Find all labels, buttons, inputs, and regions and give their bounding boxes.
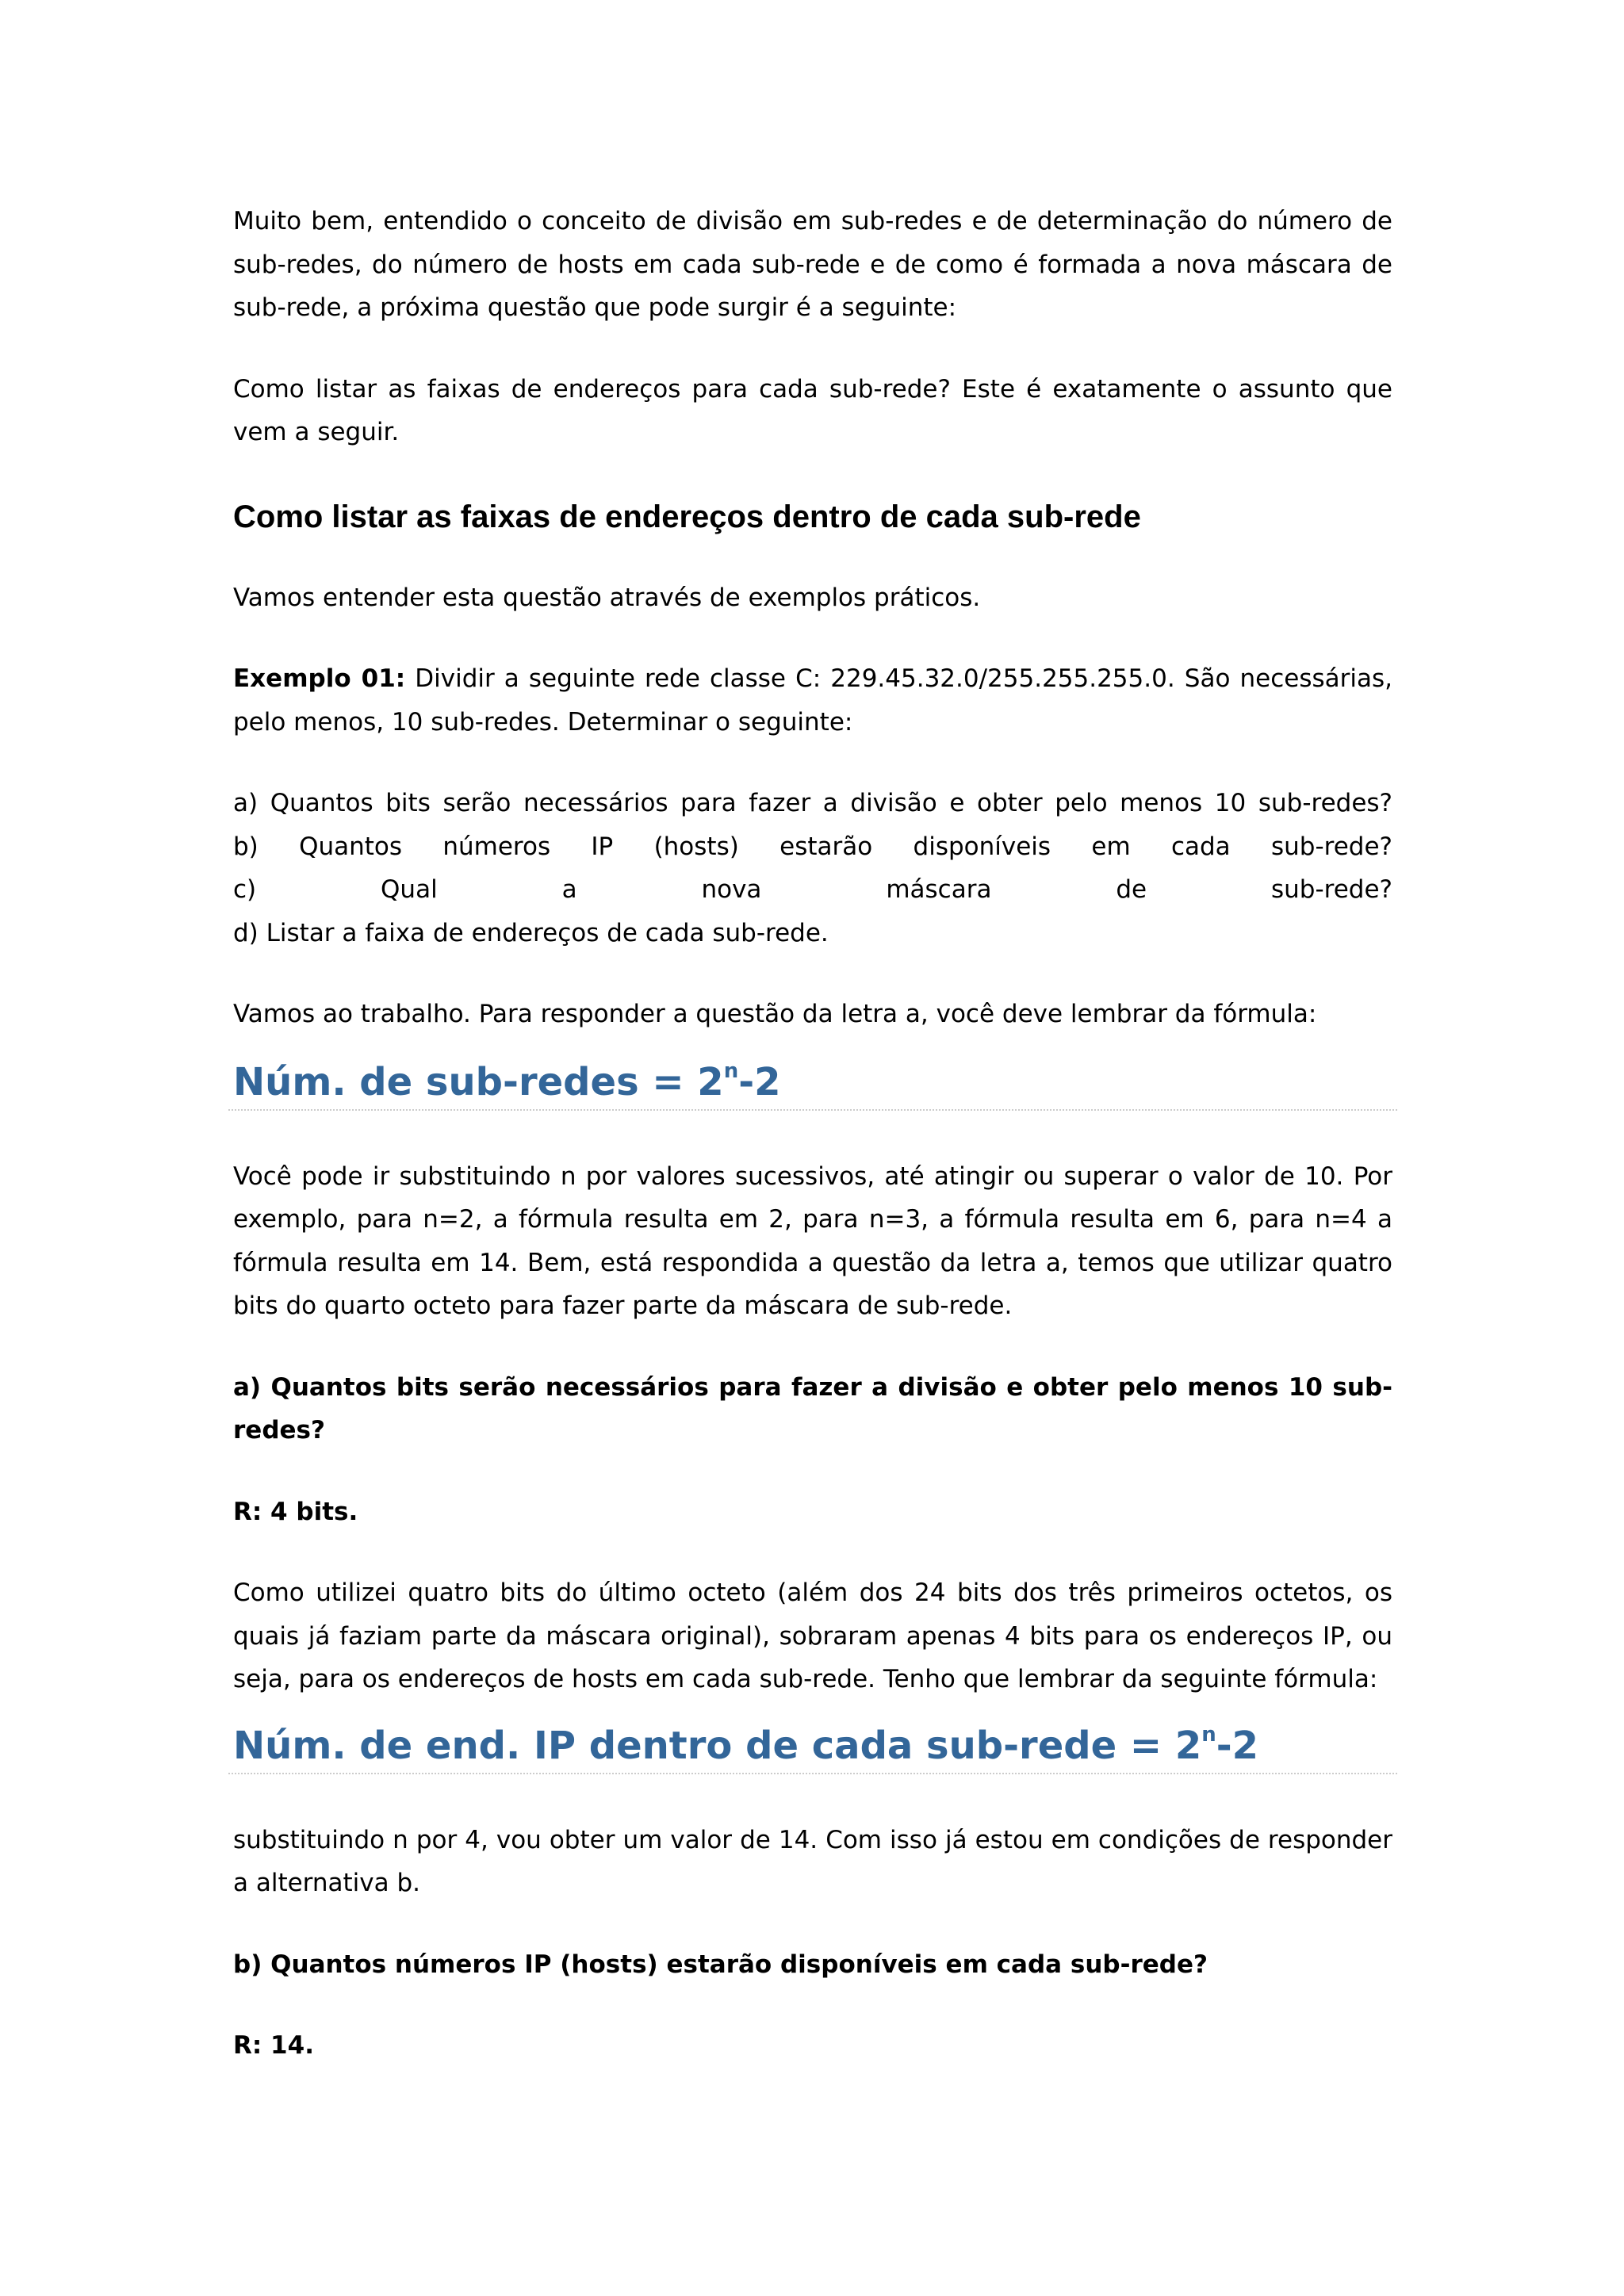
formula-subnets [228,1057,1397,1111]
intro-paragraph-2: Como listar as faixas de endereços para cada sub-rede? Este é exatamente o assunto que vem a seguir. [233,374,1392,446]
example-paragraph [233,657,1392,744]
section-paragraph-2: Vamos ao trabalho. Para responder a questão da letra a, você deve lembrar da fórmula: [233,1000,1317,1028]
formula-hosts [228,1720,1397,1774]
intro-paragraph-1: Muito bem, entendido o conceito de divisão em sub-redes e de determinação do número de sub-redes, do número de hosts em cada sub-rede e de como é formada a nova máscara de sub-rede, a próxima questão que pode surgir é a seguinte: [233,207,1392,322]
section-heading: Como listar as faixas de endereços dentro de cada sub-rede [233,499,1141,534]
formula-hosts-base: Núm. de end. IP dentro de cada sub-rede = 2 [233,1723,1202,1768]
formula-subnets-tail: -2 [738,1059,781,1104]
section-paragraph-1: Vamos entender esta questão através de exemplos práticos. [233,583,981,612]
part-a-question: a) Quantos bits serão necessários para fazer a divisão e obter pelo menos 10 sub-redes? [233,1372,1392,1445]
document-page [233,200,1392,2068]
part-b-answer: R: 14. [233,2031,314,2060]
formula-subnets-exponent: n [723,1058,739,1083]
question-c: c) Qual a nova máscara de sub-rede? [233,875,1392,904]
part-b-paragraph-1: substituindo n por 4, vou obter um valor de 14. Com isso já estou em condições de responder a alternativa b. [233,1825,1392,1897]
question-a: a) Quantos bits serão necessários para fazer a divisão e obter pelo menos 10 sub-redes? [233,789,1392,817]
part-b-question: b) Quantos números IP (hosts) estarão disponíveis em cada sub-rede? [233,1950,1208,1979]
part-a-answer: R: 4 bits. [233,1497,358,1526]
part-a-paragraph-2: Como utilizei quatro bits do último octeto (além dos 24 bits dos três primeiros octetos, os quais já faziam parte da máscara original), sobraram apenas 4 bits para os endereços IP, ou seja, para os endereços de hosts em cada sub-rede. Tenho que lembrar da seguinte fórmula: [233,1578,1392,1693]
question-list [233,782,1392,955]
question-d: d) Listar a faixa de endereços de cada sub-rede. [233,918,829,947]
formula-hosts-tail: -2 [1216,1723,1259,1768]
formula-hosts-exponent: n [1201,1722,1216,1747]
formula-subnets-base: Núm. de sub-redes = 2 [233,1059,724,1104]
question-b: b) Quantos números IP (hosts) estarão disponíveis em cada sub-rede? [233,832,1392,861]
example-label: Exemplo 01: [233,664,406,693]
part-a-paragraph-1: Você pode ir substituindo n por valores sucessivos, até atingir ou superar o valor de 10. Por exemplo, para n=2, a fórmula resulta em 2, para n=3, a fórmula resulta em 6, para n=4 a fórmula resulta em 14. Bem, está respondida a questão da letra a, temos que utilizar quatro bits do quarto octeto para fazer parte da máscara de sub-rede. [233,1161,1392,1320]
example-text: Dividir a seguinte rede classe C: 229.45.32.0/255.255.255.0. São necessárias, pelo menos, 10 sub-redes. Determinar o seguinte: [233,664,1392,737]
